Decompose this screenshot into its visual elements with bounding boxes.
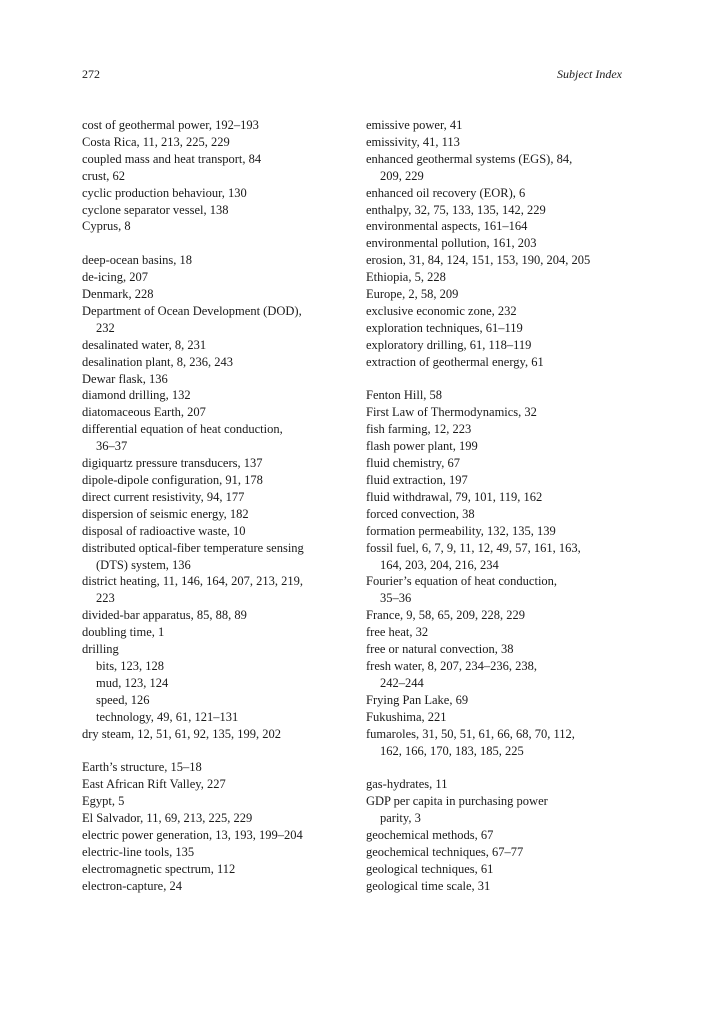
index-entry: enthalpy, 32, 75, 133, 135, 142, 229 [366, 202, 546, 217]
index-entry-continuation: 35–36 [380, 591, 412, 606]
index-entry: geochemical methods, 67 [366, 828, 494, 843]
index-entry: distributed optical-fiber temperature sensing [82, 540, 304, 555]
index-entry: formation permeability, 132, 135, 139 [366, 523, 556, 538]
index-entry: fluid extraction, 197 [366, 473, 468, 488]
index-entry: emissivity, 41, 113 [366, 134, 460, 149]
index-entry: exploratory drilling, 61, 118–119 [366, 337, 532, 352]
index-entry: disposal of radioactive waste, 10 [82, 523, 246, 538]
index-entry-continuation: 162, 166, 170, 183, 185, 225 [380, 743, 524, 758]
index-entry: fumaroles, 31, 50, 51, 61, 66, 68, 70, 112, [366, 726, 575, 741]
index-entry: fresh water, 8, 207, 234–236, 238, [366, 658, 537, 673]
index-entry: gas-hydrates, 11 [366, 777, 448, 792]
index-entry: geological techniques, 61 [366, 861, 494, 876]
index-entry: de-icing, 207 [82, 270, 148, 285]
index-entry: environmental aspects, 161–164 [366, 219, 528, 234]
index-entry: doubling time, 1 [82, 625, 165, 640]
section-gap [366, 371, 628, 388]
index-subentry: bits, 123, 128 [96, 658, 165, 673]
index-entry: East African Rift Valley, 227 [82, 777, 226, 792]
index-entry: El Salvador, 11, 69, 213, 225, 229 [82, 811, 253, 826]
index-entry-continuation: 242–244 [380, 675, 424, 690]
index-entry: dry steam, 12, 51, 61, 92, 135, 199, 202 [82, 726, 281, 741]
index-entry: geochemical techniques, 67–77 [366, 844, 524, 859]
index-entry: district heating, 11, 146, 164, 207, 213, 219, [82, 574, 304, 589]
index-entry: Denmark, 228 [82, 287, 154, 302]
index-entry: forced convection, 38 [366, 506, 475, 521]
index-entry: desalination plant, 8, 236, 243 [82, 354, 234, 369]
index-entry-continuation: 209, 229 [380, 168, 424, 183]
section-gap [82, 235, 352, 252]
index-entry: First Law of Thermodynamics, 32 [366, 405, 537, 420]
index-entry: erosion, 31, 84, 124, 151, 153, 190, 204, 205 [366, 253, 591, 268]
index-entry: direct current resistivity, 94, 177 [82, 489, 245, 504]
index-entry: exclusive economic zone, 232 [366, 303, 517, 318]
index-entry: crust, 62 [82, 168, 126, 183]
index-entry: diatomaceous Earth, 207 [82, 405, 206, 420]
index-entry: Fourier’s equation of heat conduction, [366, 574, 558, 589]
index-entry: Earth’s structure, 15–18 [82, 760, 202, 775]
index-entry: cyclic production behaviour, 130 [82, 185, 247, 200]
index-entry: divided-bar apparatus, 85, 88, 89 [82, 608, 247, 623]
index-entry: dispersion of seismic energy, 182 [82, 506, 249, 521]
index-entry: Ethiopia, 5, 228 [366, 270, 446, 285]
index-column-left [82, 117, 352, 895]
index-entry: extraction of geothermal energy, 61 [366, 354, 544, 369]
index-entry-continuation: parity, 3 [380, 811, 421, 826]
section-gap [366, 759, 628, 776]
index-entry: exploration techniques, 61–119 [366, 320, 523, 335]
index-entry-continuation: 223 [96, 591, 115, 606]
index-entry: France, 9, 58, 65, 209, 228, 229 [366, 608, 526, 623]
index-entry-continuation: 36–37 [96, 439, 128, 454]
index-entry: electric-line tools, 135 [82, 844, 195, 859]
index-entry: environmental pollution, 161, 203 [366, 236, 537, 251]
index-entry: Dewar flask, 136 [82, 371, 168, 386]
index-entry: Costa Rica, 11, 213, 225, 229 [82, 134, 230, 149]
index-entry: geological time scale, 31 [366, 878, 491, 893]
index-entry: diamond drilling, 132 [82, 388, 191, 403]
index-entry: digiquartz pressure transducers, 137 [82, 456, 263, 471]
index-entry-heading: drilling [82, 642, 119, 657]
index-entry: electron-capture, 24 [82, 878, 182, 893]
running-head: Subject Index [557, 67, 622, 81]
index-entry-continuation: 232 [96, 320, 115, 335]
index-entry: flash power plant, 199 [366, 439, 478, 454]
index-entry: coupled mass and heat transport, 84 [82, 151, 262, 166]
index-entry: free or natural convection, 38 [366, 642, 514, 657]
index-entry: Department of Ocean Development (DOD), [82, 303, 302, 318]
index-entry: Fenton Hill, 58 [366, 388, 443, 403]
index-entry-continuation: (DTS) system, 136 [96, 557, 191, 572]
page-number: 272 [82, 67, 100, 81]
index-entry: enhanced geothermal systems (EGS), 84, [366, 151, 573, 166]
index-entry: cyclone separator vessel, 138 [82, 202, 229, 217]
index-entry: electromagnetic spectrum, 112 [82, 861, 236, 876]
section-gap [82, 743, 352, 760]
index-entry: GDP per capita in purchasing power [366, 794, 548, 809]
index-entry: enhanced oil recovery (EOR), 6 [366, 185, 526, 200]
index-entry-continuation: 164, 203, 204, 216, 234 [380, 557, 499, 572]
index-entry: fossil fuel, 6, 7, 9, 11, 12, 49, 57, 161, 163, [366, 540, 581, 555]
index-entry: dipole-dipole configuration, 91, 178 [82, 473, 263, 488]
index-entry: emissive power, 41 [366, 118, 463, 132]
index-entry: Europe, 2, 58, 209 [366, 287, 459, 302]
index-entry: differential equation of heat conduction, [82, 422, 283, 437]
index-entry: fluid withdrawal, 79, 101, 119, 162 [366, 489, 543, 504]
index-entry: free heat, 32 [366, 625, 429, 640]
index-entry: Cyprus, 8 [82, 219, 131, 234]
index-entry: Frying Pan Lake, 69 [366, 692, 469, 707]
index-entry: fish farming, 12, 223 [366, 422, 472, 437]
index-entry: Egypt, 5 [82, 794, 125, 809]
index-entry: fluid chemistry, 67 [366, 456, 460, 471]
index-column-right [366, 117, 628, 895]
index-subentry: mud, 123, 124 [96, 675, 169, 690]
index-entry: electric power generation, 13, 193, 199–204 [82, 828, 303, 843]
index-entry: deep-ocean basins, 18 [82, 253, 193, 268]
index-subentry: speed, 126 [96, 692, 150, 707]
index-entry: cost of geothermal power, 192–193 [82, 118, 259, 132]
index-subentry: technology, 49, 61, 121–131 [96, 709, 239, 724]
index-entry: Fukushima, 221 [366, 709, 447, 724]
index-entry: desalinated water, 8, 231 [82, 337, 207, 352]
